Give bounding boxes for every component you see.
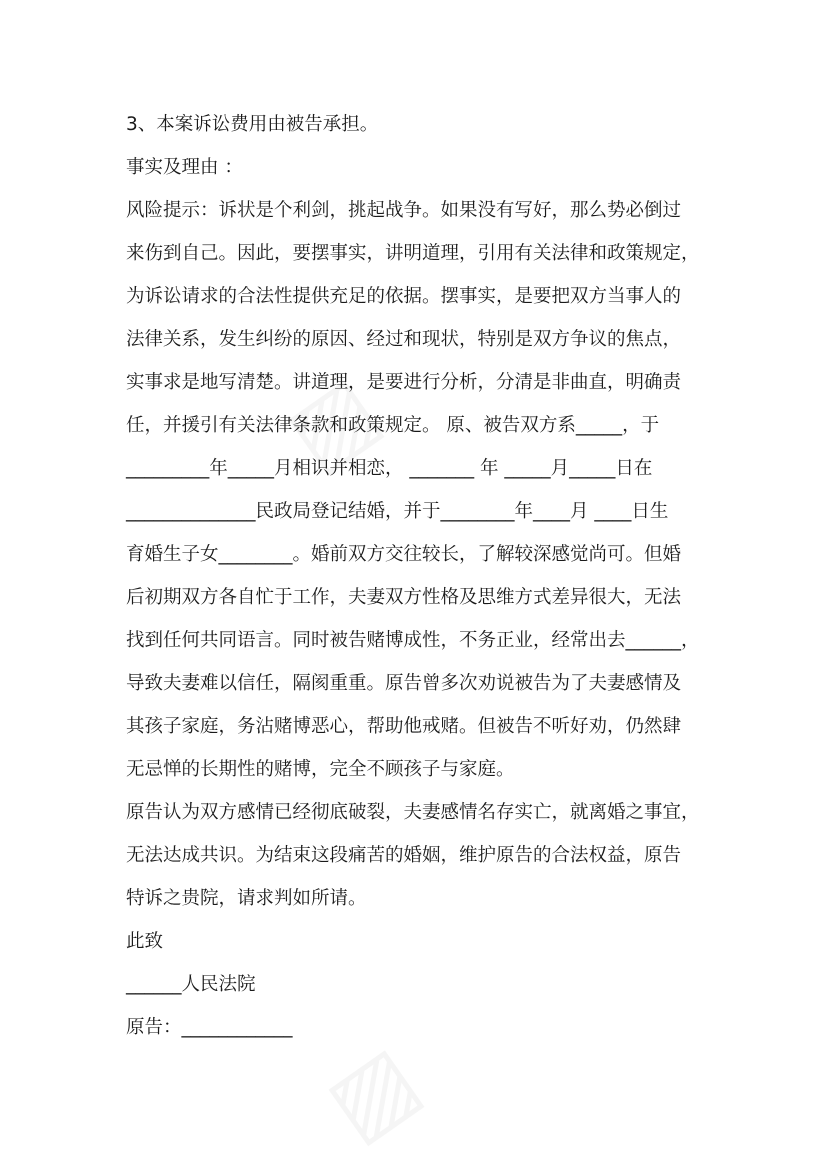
text-line: 3、本案诉讼费用由被告承担。 (126, 114, 379, 135)
text-line: 实事求是地写清楚。讲道理，是要进行分析，分清是非曲直，明确责 (126, 372, 682, 393)
closing-salutation: 此致 (126, 931, 164, 952)
text-line: 特诉之贵院，请求判如所请。 (126, 888, 367, 909)
watermark-top: ▨ (267, 355, 398, 490)
document-body (126, 103, 721, 1049)
text-line: 育婚生子女________。婚前双方交往较长，了解较深感觉尚可。但婚 (126, 544, 682, 565)
court-name-blank: ______人民法院 (126, 974, 256, 995)
text-line: 来伤到自己。因此，要摆事实，讲明道理，引用有关法律和政策规定， (126, 243, 700, 264)
text-line: 法律关系，发生纠纷的原因、经过和现状，特别是双方争议的焦点， (126, 329, 682, 350)
text-line: 导致夫妻难以信任，隔阂重重。原告曾多次劝说被告为了夫妻感情及 (126, 673, 682, 694)
text-line: 原告认为双方感情已经彻底破裂，夫妻感情名存实亡，就离婚之事宜， (126, 802, 700, 823)
text-line: 事实及理由 ： (126, 157, 243, 178)
watermark-bottom: ▨ (307, 1025, 438, 1160)
text-line: 任，并援引有关法律条款和政策规定。 原、被告双方系_____，于 (126, 415, 660, 436)
plaintiff-signature-blank: 原告：____________ (126, 1017, 293, 1038)
text-line: 其孩子家庭，务沾赌博恶心，帮助他戒赌。但被告不听好劝，仍然肆 (126, 716, 682, 737)
text-line: _________年_____月相识并相恋， _______ 年 _____月_____日在 (126, 458, 653, 479)
text-line: 后初期双方各自忙于工作，夫妻双方性格及思维方式差异很大，无法 (126, 587, 682, 608)
text-line: 风险提示：诉状是个利剑，挑起战争。如果没有写好，那么势必倒过 (126, 200, 682, 221)
text-line: 无法达成共识。为结束这段痛苦的婚姻，维护原告的合法权益，原告 (126, 845, 682, 866)
text-line: 无忌惮的长期性的赌博，完全不顾孩子与家庭。 (126, 759, 515, 780)
text-line: ______________民政局登记结婚，并于________年____月 ____日生 (126, 501, 669, 522)
text-line: 为诉讼请求的合法性提供充足的依据。摆事实，是要把双方当事人的 (126, 286, 682, 307)
text-line: 找到任何共同语言。同时被告赌博成性，不务正业，经常出去______， (126, 630, 700, 651)
